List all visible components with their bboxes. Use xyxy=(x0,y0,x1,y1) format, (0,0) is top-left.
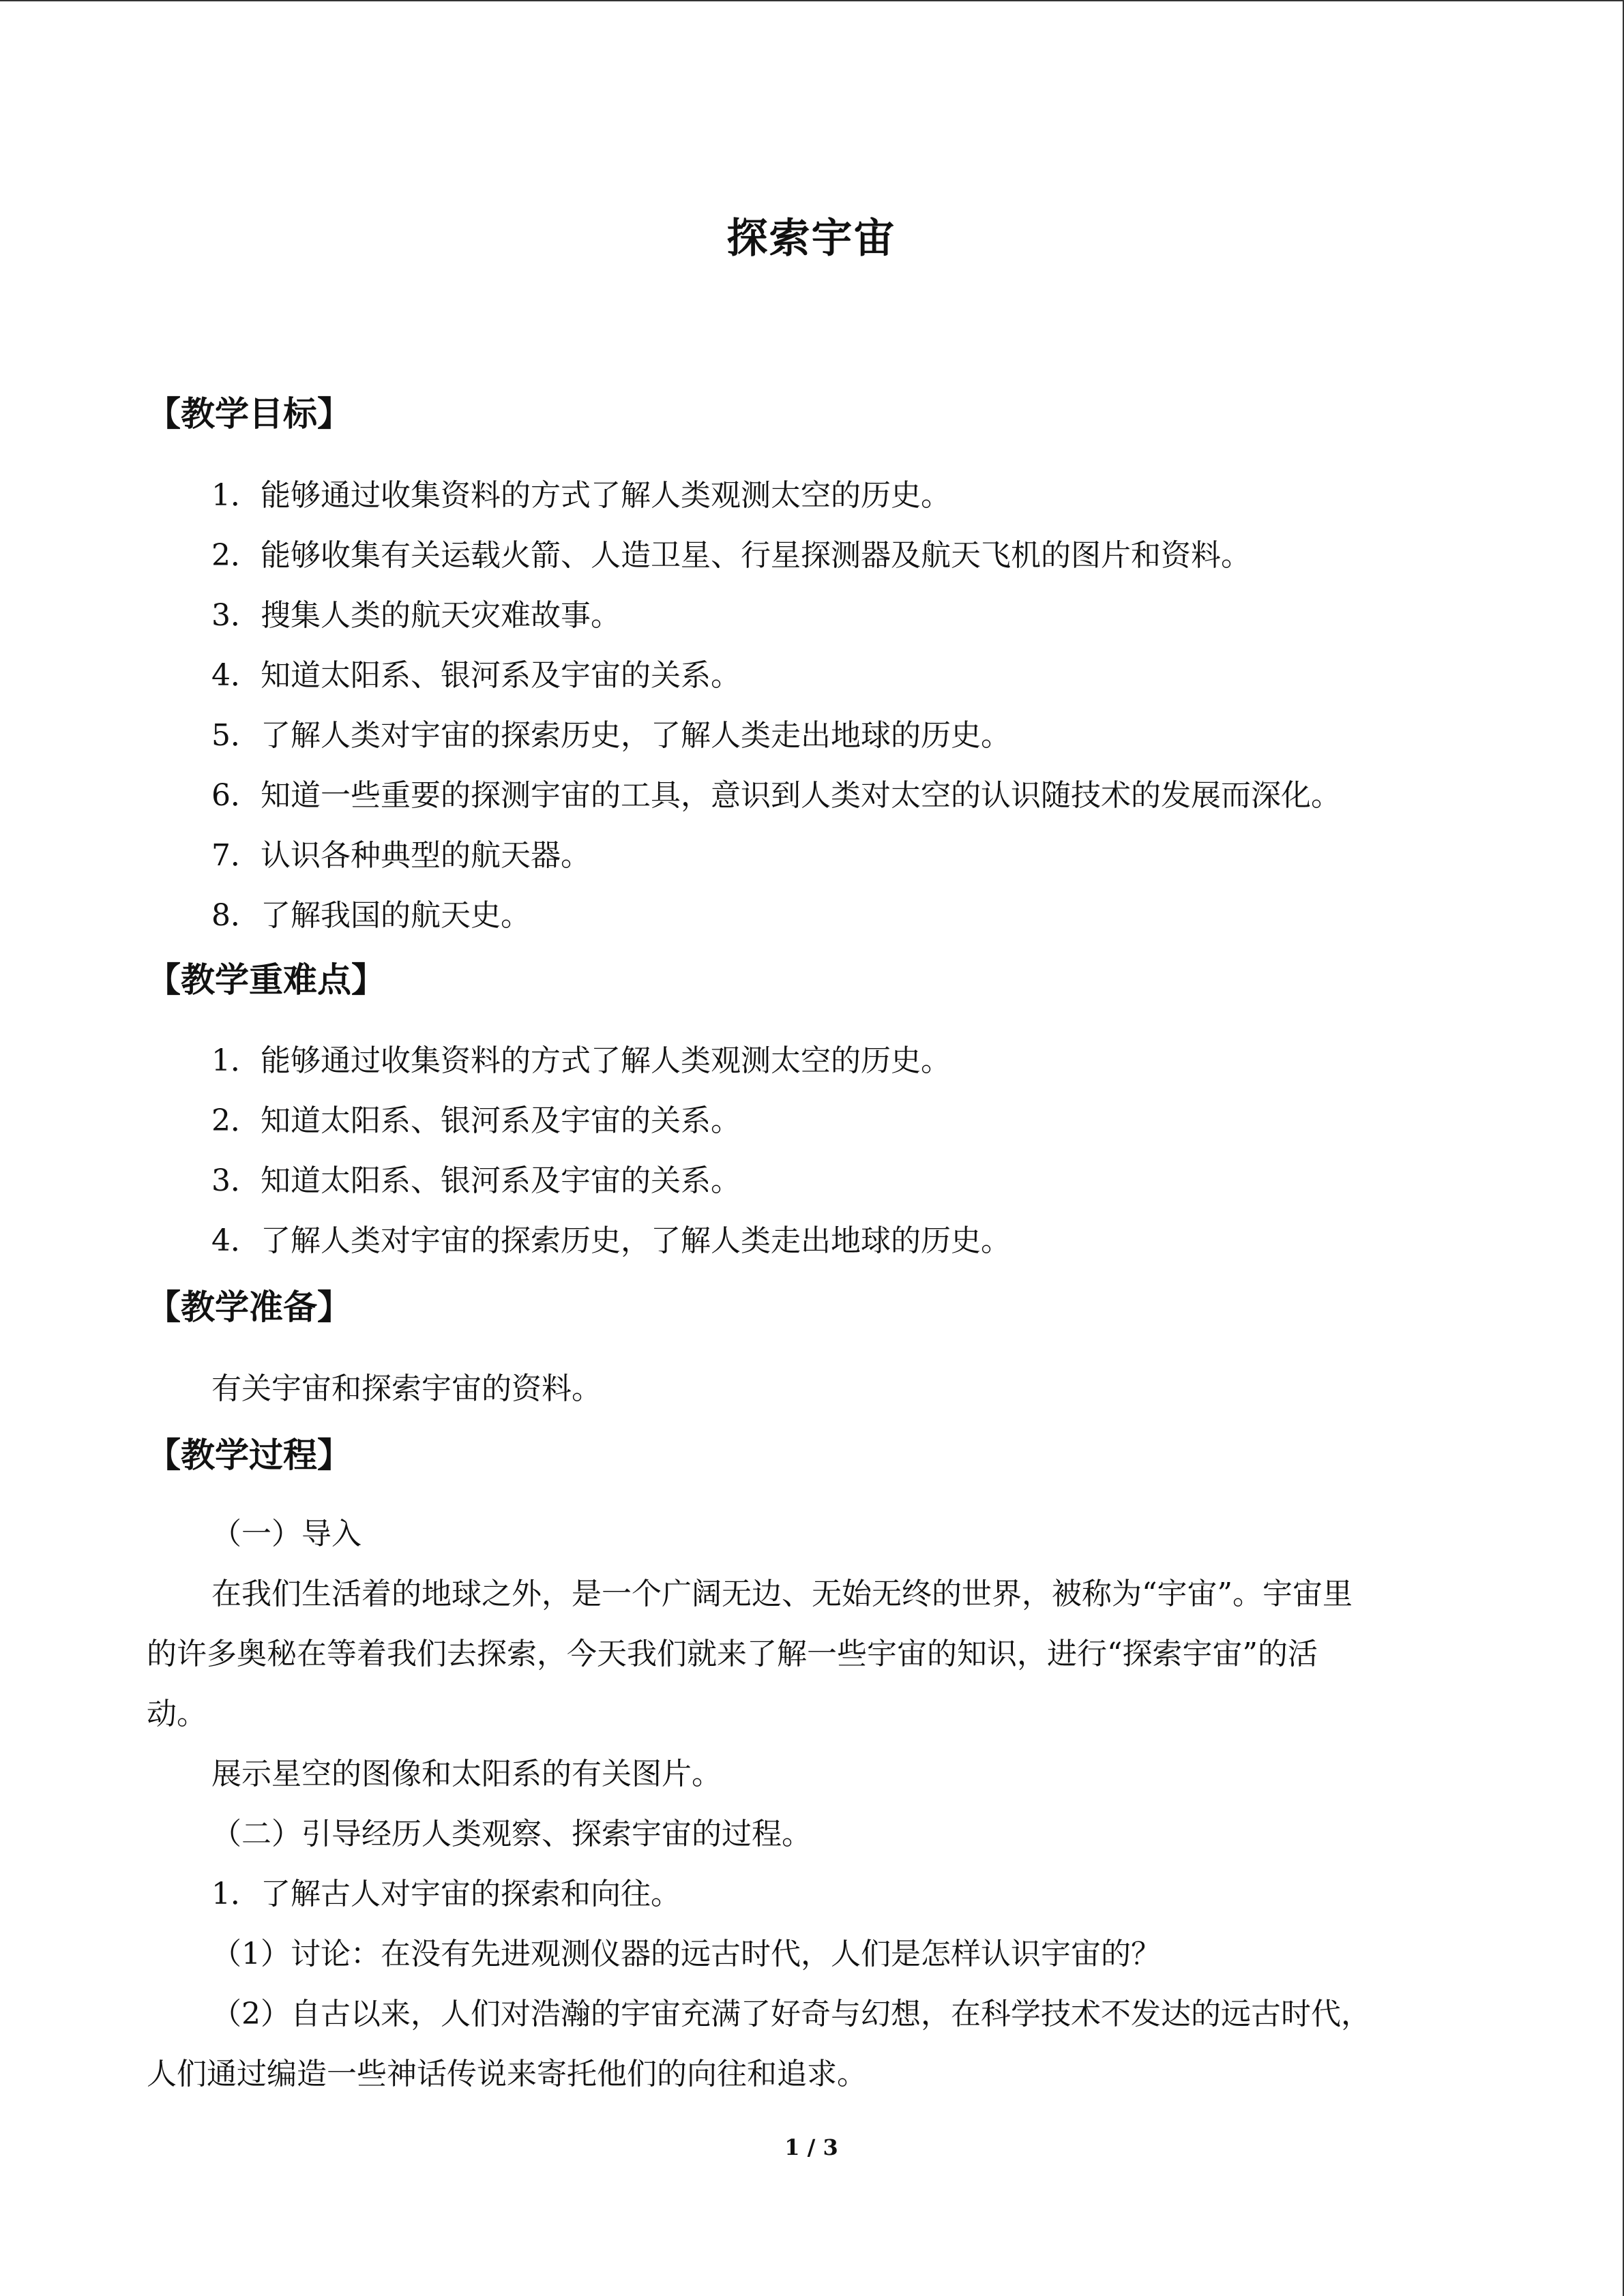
preparation-text: 有关宇宙和探索宇宙的资料。 xyxy=(211,1371,602,1406)
goal-item: 8．了解我国的航天史。 xyxy=(211,898,531,933)
point2-paragraph-line: 人们通过编造一些神话传说来寄托他们的向往和追求。 xyxy=(147,2057,867,2091)
document-title: 探索宇宙 xyxy=(726,215,896,263)
page-number: 1 / 3 xyxy=(784,2134,838,2160)
show-images-text: 展示星空的图像和太阳系的有关图片。 xyxy=(211,1757,722,1791)
goal-item: 1．能够通过收集资料的方式了解人类观测太空的历史。 xyxy=(211,478,951,513)
key-point-item: 3．知道太阳系、银河系及宇宙的关系。 xyxy=(211,1163,741,1198)
section-heading-goals: 【教学目标】 xyxy=(147,394,351,434)
section-heading-preparation: 【教学准备】 xyxy=(147,1287,351,1327)
key-point-item: 4．了解人类对宇宙的探索历史，了解人类走出地球的历史。 xyxy=(211,1223,1011,1258)
section-heading-key-points: 【教学重难点】 xyxy=(147,960,385,1000)
intro-paragraph-line: 动。 xyxy=(147,1697,207,1731)
intro-paragraph-line: 的许多奥秘在等着我们去探索，今天我们就来了解一些宇宙的知识，进行“探索宇宙”的活 xyxy=(147,1637,1318,1671)
goal-item: 7．认识各种典型的航天器。 xyxy=(211,838,591,873)
key-point-item: 2．知道太阳系、银河系及宇宙的关系。 xyxy=(211,1103,741,1138)
part2-label: （二）引导经历人类观察、探索宇宙的过程。 xyxy=(211,1817,812,1851)
step1-text: 1．了解古人对宇宙的探索和向往。 xyxy=(211,1877,681,1911)
goal-item: 6．知道一些重要的探测宇宙的工具，意识到人类对太空的认识随技术的发展而深化。 xyxy=(211,778,1341,813)
section-heading-process: 【教学过程】 xyxy=(147,1435,351,1475)
goal-item: 5．了解人类对宇宙的探索历史，了解人类走出地球的历史。 xyxy=(211,718,1011,753)
discussion-text: （1）讨论：在没有先进观测仪器的远古时代，人们是怎样认识宇宙的？ xyxy=(211,1937,1161,1971)
intro-paragraph-line: 在我们生活着的地球之外，是一个广阔无边、无始无终的世界，被称为“宇宙”。宇宙里 xyxy=(211,1577,1353,1611)
goal-item: 3．搜集人类的航天灾难故事。 xyxy=(211,598,621,633)
goal-item: 4．知道太阳系、银河系及宇宙的关系。 xyxy=(211,658,741,693)
goal-item: 2．能够收集有关运载火箭、人造卫星、行星探测器及航天飞机的图片和资料。 xyxy=(211,538,1251,573)
intro-label: （一）导入 xyxy=(211,1517,361,1551)
key-point-item: 1．能够通过收集资料的方式了解人类观测太空的历史。 xyxy=(211,1043,951,1078)
point2-paragraph-line: （2）自古以来，人们对浩瀚的宇宙充满了好奇与幻想，在科学技术不发达的远古时代， xyxy=(211,1997,1371,2031)
